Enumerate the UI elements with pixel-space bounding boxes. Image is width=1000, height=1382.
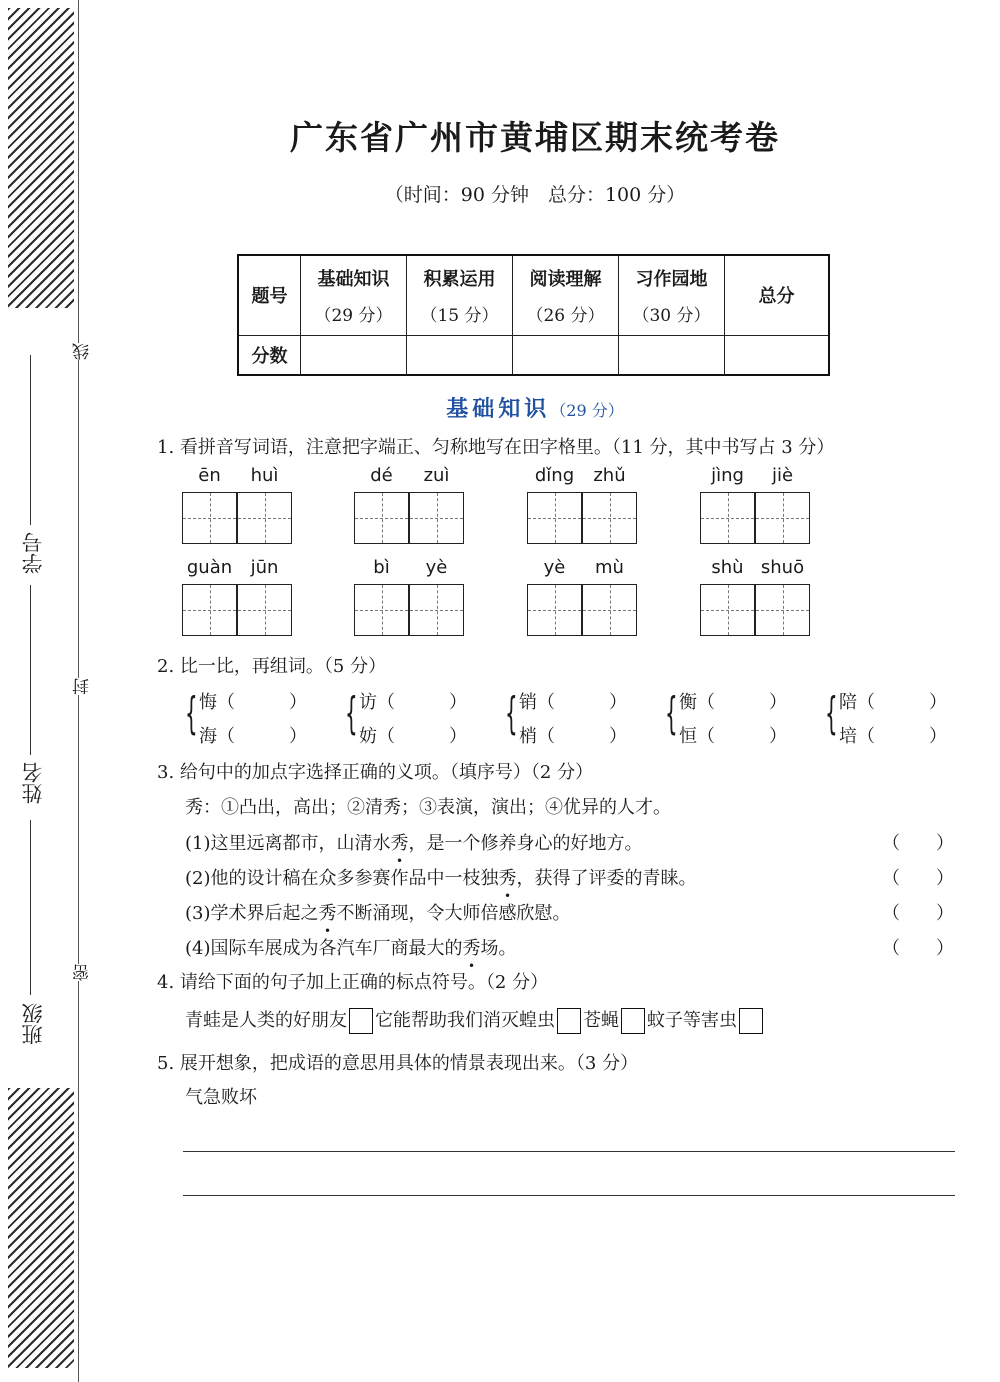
pinyin-label: shù	[711, 557, 744, 578]
close-paren: ）	[609, 692, 627, 713]
tianzige-cell[interactable]	[700, 584, 755, 636]
tianzige-cell[interactable]	[527, 492, 582, 544]
sentence-text: ，获得了评委的青睐。	[516, 868, 697, 889]
col-writing: 习作园地 （30 分）	[619, 255, 725, 335]
pinyin-label: dé	[370, 465, 393, 486]
tianzige-cell[interactable]	[582, 584, 637, 636]
pinyin-label: dǐng	[534, 465, 575, 486]
tianzige-cell[interactable]	[354, 492, 409, 544]
brace-icon: {	[185, 688, 198, 739]
emphasis-char: 秀	[462, 938, 481, 959]
close-paren: ）	[289, 726, 307, 747]
q3-prompt: 3. 给句中的加点字选择正确的义项。（填序号）（2 分）	[157, 762, 594, 783]
col-total: 总分	[725, 255, 830, 335]
brace-icon: {	[345, 688, 358, 739]
answer-paren[interactable]: （ ）	[882, 833, 954, 854]
student-number-label: 学号	[21, 532, 45, 574]
name-blank[interactable]	[30, 820, 31, 995]
sentence-text: ，是一个修养身心的好地方。	[408, 833, 643, 854]
pinyin-label: huì	[250, 465, 279, 486]
tianzige-cell[interactable]	[582, 492, 637, 544]
seal-mark-seal: 封	[70, 678, 95, 695]
q4-sentence	[185, 1006, 765, 1034]
sentence-text: 不断涌现，令大师倍感欣慰。	[336, 903, 571, 924]
pinyin-label: ēn	[198, 465, 221, 486]
punctuation-box-2[interactable]	[557, 1008, 581, 1034]
sentence-text: (2)他的设计稿在众多参赛作品中一枝独	[185, 868, 499, 889]
q5-prompt: 5. 展开想象，把成语的意思用具体的情景表现出来。（3 分）	[157, 1053, 639, 1074]
pinyin-label: yè	[543, 557, 566, 578]
pinyin-label: jūn	[250, 557, 279, 578]
punctuation-box-4[interactable]	[739, 1008, 763, 1034]
q2-prompt: 2. 比一比，再组词。（5 分）	[157, 656, 387, 677]
compare-char: 悔（	[199, 692, 235, 713]
q4-segment: 它能帮助我们消灭蝗虫	[375, 1010, 555, 1031]
close-paren: ）	[449, 726, 467, 747]
tianzige-cell[interactable]	[700, 492, 755, 544]
score-cell-basic[interactable]	[301, 335, 407, 375]
q3-item	[185, 864, 697, 890]
close-paren: ）	[769, 726, 787, 747]
student-number-blank[interactable]	[30, 355, 31, 525]
compare-char: 梢（	[519, 726, 555, 747]
row-header: 题号	[238, 255, 301, 335]
q3-meanings: 秀：①凸出，高出；②清秀；③表演，演出；④优异的人才。	[185, 797, 671, 818]
emphasis-char: 秀	[498, 868, 517, 889]
tianzige-cell[interactable]	[527, 584, 582, 636]
close-paren: ）	[929, 726, 947, 747]
pinyin-label: zhǔ	[593, 465, 626, 486]
q3-item	[185, 899, 571, 925]
pinyin-label: bì	[373, 557, 390, 578]
tianzige-cell[interactable]	[237, 492, 292, 544]
q3-item	[185, 934, 517, 960]
close-paren: ）	[929, 692, 947, 713]
binding-hatch-bottom	[8, 1088, 74, 1368]
answer-paren[interactable]: （ ）	[882, 903, 954, 924]
answer-paren[interactable]: （ ）	[882, 868, 954, 889]
pinyin-label: yè	[425, 557, 448, 578]
pinyin-label: mù	[595, 557, 624, 578]
q3-item	[185, 829, 643, 855]
punctuation-box-1[interactable]	[349, 1008, 373, 1034]
brace-icon: {	[825, 688, 838, 739]
tianzige-cell[interactable]	[409, 584, 464, 636]
section-title: 基础知识（29 分）	[446, 396, 624, 422]
compare-char: 海（	[199, 726, 235, 747]
close-paren: ）	[449, 692, 467, 713]
score-cell-accumulate[interactable]	[407, 335, 513, 375]
tianzige-cell[interactable]	[354, 584, 409, 636]
page-title: 广东省广州市黄埔区期末统考卷	[290, 118, 780, 157]
pinyin-label: guàn	[186, 557, 233, 578]
sentence-text: (1)这里远离都市，山清水	[185, 833, 391, 854]
score-cell-writing[interactable]	[619, 335, 725, 375]
q4-segment: 蚊子等害虫	[647, 1010, 737, 1031]
close-paren: ）	[609, 726, 627, 747]
answer-line-2[interactable]	[183, 1195, 955, 1196]
tianzige-cell[interactable]	[237, 584, 292, 636]
q1-prompt: 1. 看拼音写词语，注意把字端正、匀称地写在田字格里。（11 分，其中书写占 3 分）	[157, 437, 835, 458]
class-label: 班级	[21, 1003, 45, 1045]
col-basic: 基础知识 （29 分）	[301, 255, 407, 335]
pinyin-label: jiè	[771, 465, 794, 486]
emphasis-char: 秀	[318, 903, 337, 924]
tianzige-cell[interactable]	[182, 584, 237, 636]
emphasis-char: 秀	[390, 833, 409, 854]
col-accumulate: 积累运用 （15 分）	[407, 255, 513, 335]
seal-mark-secret: 密	[70, 964, 95, 981]
score-row-label: 分数	[238, 335, 301, 375]
q4-segment: 青蛙是人类的好朋友	[185, 1010, 347, 1031]
exam-info: （时间：90 分钟 总分：100 分）	[384, 184, 686, 206]
sentence-text: 场。	[480, 938, 517, 959]
score-cell-total[interactable]	[725, 335, 830, 375]
pinyin-label: jìng	[711, 465, 744, 486]
tianzige-cell[interactable]	[755, 492, 810, 544]
name-label: 姓名	[21, 762, 45, 804]
compare-char: 衡（	[679, 692, 715, 713]
score-table	[237, 254, 830, 376]
punctuation-box-3[interactable]	[621, 1008, 645, 1034]
compare-char: 销（	[519, 692, 555, 713]
brace-icon: {	[665, 688, 678, 739]
tianzige-cell[interactable]	[409, 492, 464, 544]
compare-char: 访（	[359, 692, 395, 713]
answer-paren[interactable]: （ ）	[882, 938, 954, 959]
compare-char: 恒（	[679, 726, 715, 747]
q4-prompt: 4. 请给下面的句子加上正确的标点符号。（2 分）	[157, 972, 549, 993]
q4-segment: 苍蝇	[583, 1010, 619, 1031]
score-cell-reading[interactable]	[513, 335, 619, 375]
q5-idiom: 气急败坏	[185, 1087, 257, 1108]
close-paren: ）	[289, 692, 307, 713]
sentence-text: (3)学术界后起之	[185, 903, 319, 924]
answer-line-1[interactable]	[183, 1151, 955, 1152]
compare-char: 培（	[839, 726, 875, 747]
seal-mark-line: 线	[70, 343, 95, 360]
brace-icon: {	[505, 688, 518, 739]
compare-char: 陪（	[839, 692, 875, 713]
sentence-text: (4)国际车展成为各汽车厂商最大的	[185, 938, 463, 959]
pinyin-label: shuō	[760, 557, 805, 578]
tianzige-cell[interactable]	[755, 584, 810, 636]
student-number-blank-2[interactable]	[30, 585, 31, 755]
pinyin-label: zuì	[423, 465, 450, 486]
compare-char: 妨（	[359, 726, 395, 747]
close-paren: ）	[769, 692, 787, 713]
col-reading: 阅读理解 （26 分）	[513, 255, 619, 335]
tianzige-cell[interactable]	[182, 492, 237, 544]
